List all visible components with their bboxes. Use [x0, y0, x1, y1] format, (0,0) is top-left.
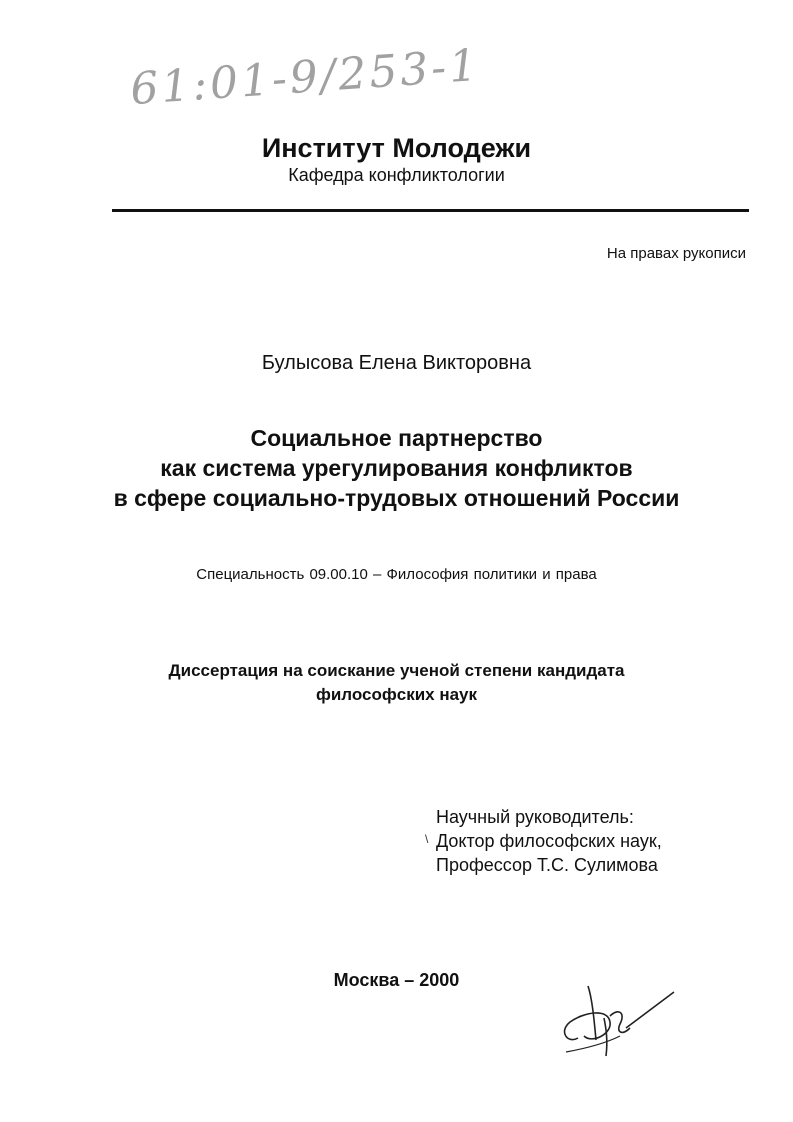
header-divider — [112, 209, 749, 212]
archive-stamp — [129, 40, 482, 115]
title-line: Социальное партнерство — [250, 425, 543, 451]
supervisor-name: Профессор Т.С. Сулимова — [436, 855, 658, 875]
degree-statement — [0, 659, 793, 707]
supervisor-block — [436, 805, 662, 877]
supervisor-role: Научный руководитель: — [436, 807, 634, 827]
manuscript-rights-note: На правах рукописи — [606, 245, 746, 262]
city-year: Москва – 2000 — [333, 970, 460, 990]
institute-name: Институт Молодежи — [261, 133, 532, 163]
specialty-code: 09.00.10 — [309, 566, 368, 583]
dissertation-title — [0, 423, 793, 513]
title-line: в сфере социально-трудовых отношений России — [113, 485, 680, 511]
department-name: Кафедра конфликтологии — [288, 165, 505, 185]
archive-stamp-text: 61:01-9/253-1 — [128, 39, 482, 116]
degree-line: философских наук — [315, 685, 478, 704]
title-line: как система урегулирования конфликтов — [160, 455, 633, 481]
specialty-line — [0, 566, 793, 583]
author-name: Булысова Елена Викторовна — [261, 352, 532, 374]
specialty-label: Специальность — [196, 566, 305, 583]
specialty-name: – Философия политики и права — [373, 566, 597, 583]
degree-line: Диссертация на соискание ученой степени кандидата — [168, 661, 625, 680]
supervisor-degree: Доктор философских наук, — [436, 831, 662, 851]
margin-mark: \ — [425, 832, 429, 846]
handwritten-signature — [548, 978, 678, 1068]
